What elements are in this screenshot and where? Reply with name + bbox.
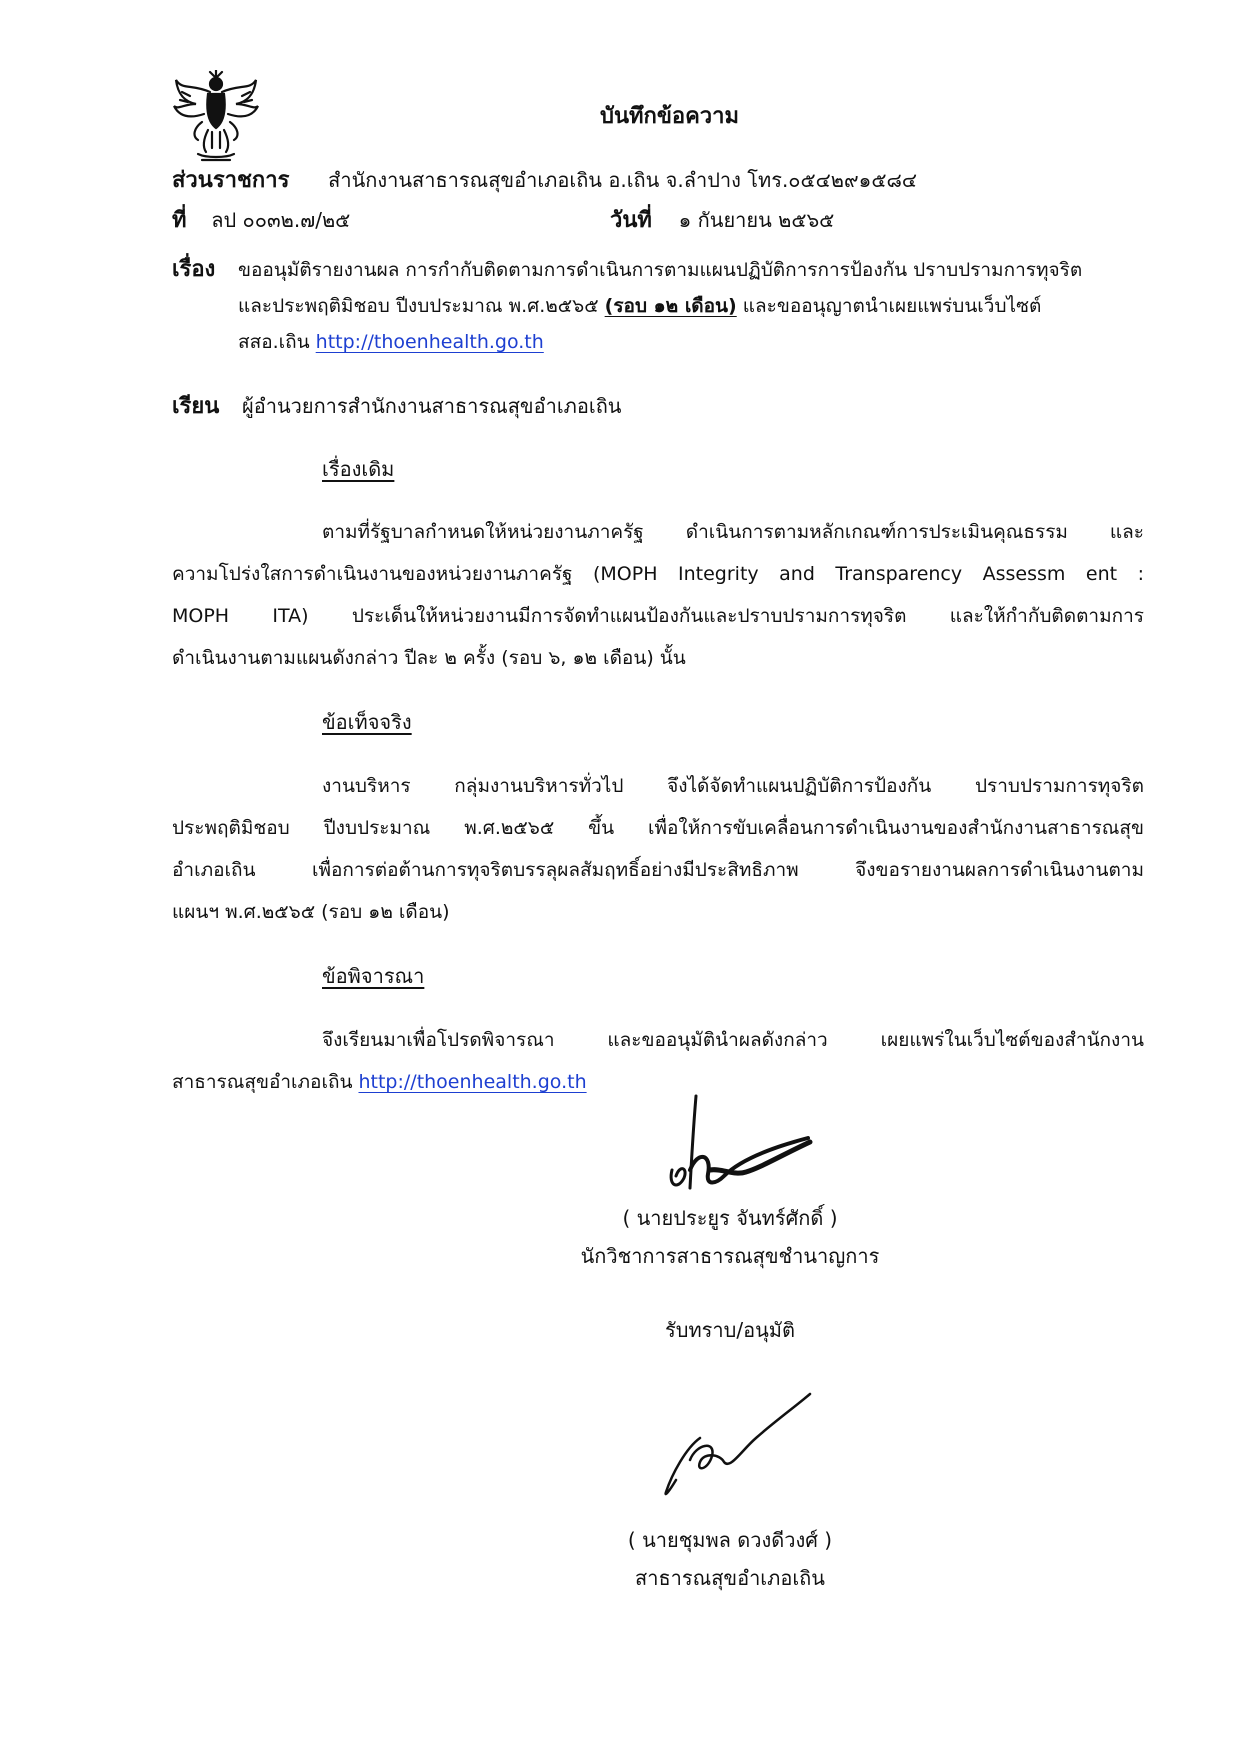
date-label: วันที่ — [610, 208, 652, 233]
consider-line-2-text: สาธารณสุขอำเภอเถิน — [172, 1071, 359, 1093]
to-value: ผู้อำนวยการสำนักงานสาธารณสุขอำเภอเถิน — [241, 394, 622, 418]
background-line-1: ตามที่รัฐบาลกำหนดให้หน่วยงานภาครัฐ ดำเนินการตามหลักเกณฑ์การประเมินคุณธรรม และ — [322, 521, 1144, 543]
subject-line-3 — [238, 330, 544, 354]
memo-title: บันทึกข้อความ — [600, 104, 740, 129]
subject-line-3-text: สสอ.เถิน — [238, 331, 316, 353]
subject-line-2-text-a: และประพฤติมิชอบ ปีงบประมาณ พ.ศ.๒๕๖๕ — [238, 295, 605, 317]
facts-line-3: อำเภอเถิน เพื่อการต่อต้านการทุจริตบรรลุผลสัมฤทธิ์อย่างมีประสิทธิภาพ จึงขอรายงานผลการดำเนินงานตาม — [172, 859, 1144, 881]
date-value: ๑ กันยายน ๒๕๖๕ — [678, 208, 835, 232]
facts-heading: ข้อเท็จจริง — [322, 710, 412, 734]
background-line-4: ดำเนินงานตามแผนดังกล่าว ปีละ ๒ ครั้ง (รอบ ๖, ๑๒ เดือน) นั้น — [172, 647, 686, 669]
consider-website-link[interactable]: http://thoenhealth.go.th — [358, 1071, 587, 1093]
subject-line-2-text-c: และขออนุญาตนำเผยแพร่บนเว็บไซต์ — [736, 295, 1042, 317]
signer-1-name: ( นายประยูร จันทร์ศักดิ์ ) — [622, 1206, 838, 1230]
signature-1 — [650, 1090, 820, 1200]
ref-row — [172, 208, 350, 233]
subject-website-link[interactable]: http://thoenhealth.go.th — [315, 331, 544, 353]
consider-heading: ข้อพิจารณา — [322, 964, 425, 988]
consider-line-1: จึงเรียนมาเพื่อโปรดพิจารณา และขออนุมัตินำผลดังกล่าว เผยแพร่ในเว็บไซต์ของสำนักงาน — [322, 1029, 1144, 1051]
garuda-emblem-icon — [172, 70, 260, 162]
ref-label: ที่ — [172, 208, 187, 233]
to-row — [172, 394, 621, 419]
signature-2 — [660, 1390, 820, 1500]
signer-2-name: ( นายชุมพล ดวงดีวงศ์ ) — [627, 1528, 833, 1552]
facts-line-2: ประพฤติมิชอบ ปีงบประมาณ พ.ศ.๒๕๖๕ ขึ้น เพื่อให้การขับเคลื่อนการดำเนินงานของสำนักงานสาธารณสุข — [172, 817, 1144, 839]
background-line-3: MOPH ITA) ประเด็นให้หน่วยงานมีการจัดทำแผนป้องกันและปราบปรามการทุจริต และให้กำกับติดตามการ — [172, 605, 1144, 627]
date-row — [610, 208, 834, 233]
to-label: เรียน — [172, 394, 220, 419]
subject-line-1: ขออนุมัติรายงานผล การกำกับติดตามการดำเนินการตามแผนปฏิบัติการการป้องกัน ปราบปรามการทุจริต — [238, 259, 1083, 281]
subject-round-emphasis: (รอบ ๑๒ เดือน) — [604, 295, 737, 317]
facts-line-1: งานบริหาร กลุ่มงานบริหารทั่วไป จึงได้จัดทำแผนปฏิบัติการป้องกัน ปราบปรามการทุจริต — [322, 775, 1144, 797]
subject-label: เรื่อง — [172, 257, 216, 282]
signer-2-position: สาธารณสุขอำเภอเถิน — [635, 1566, 825, 1590]
agency-value: สำนักงานสาธารณสุขอำเภอเถิน อ.เถิน จ.ลำปาง โทร.๐๕๔๒๙๑๕๘๔ — [328, 168, 918, 192]
background-line-2: ความโปร่งใสการดำเนินงานของหน่วยงานภาครัฐ (MOPH Integrity and Transparency Assessm ent : — [172, 563, 1144, 585]
facts-line-4: แผนฯ พ.ศ.๒๕๖๕ (รอบ ๑๒ เดือน) — [172, 901, 450, 923]
approval-text: รับทราบ/อนุมัติ — [665, 1318, 795, 1342]
background-heading: เรื่องเดิม — [322, 457, 395, 481]
agency-label: ส่วนราชการ — [172, 168, 290, 193]
subject-line-2 — [238, 294, 1041, 318]
signer-1-position: นักวิชาการสาธารณสุขชำนาญการ — [580, 1244, 880, 1268]
agency-row — [172, 168, 917, 193]
ref-value: ลป ๐๐๓๒.๗/๒๕ — [211, 208, 351, 232]
consider-line-2 — [172, 1070, 587, 1094]
